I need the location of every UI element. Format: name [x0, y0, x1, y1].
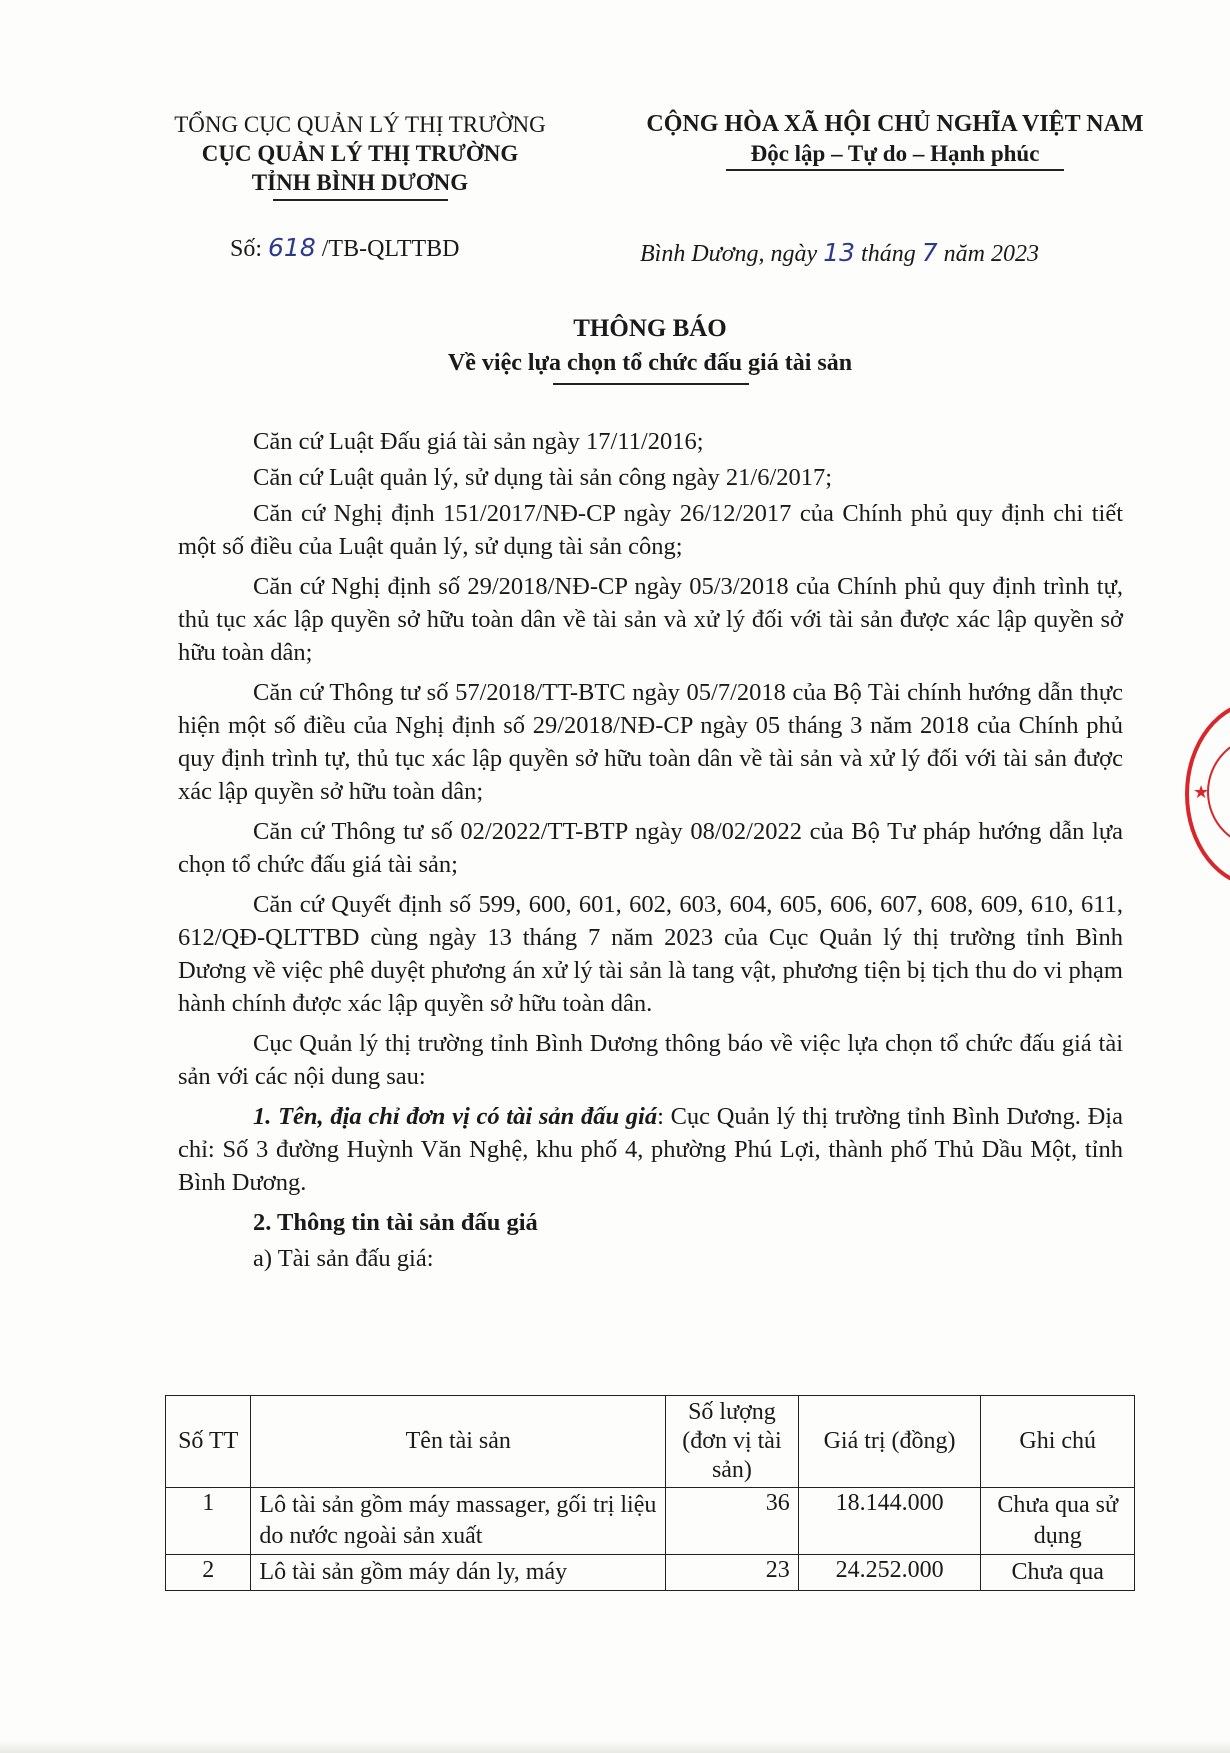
row-note: Chưa qua	[981, 1555, 1135, 1591]
doc-number-handwritten: 618	[268, 233, 316, 262]
header-tt: Số TT	[166, 1396, 251, 1488]
legal-basis-7: Căn cứ Quyết định số 599, 600, 601, 602, 603, 604, 605, 606, 607, 608, 609, 610, 611, 612/QĐ-QLTTBD cùng ngày 13 tháng 7 năm 2023 của Cục Quản lý thị trường tỉnh Bình Dương về việc phê duyệt phương án xử lý tài sản là tang vật, phương tiện bị tịch thu do vi phạm hành chính được xác lập quyền sở hữu toàn dân.	[178, 891, 1123, 1017]
document-number	[230, 233, 460, 263]
row-note: Chưa qua sử dụng	[981, 1488, 1135, 1555]
section-1-text: : Cục Quản lý thị trường tỉnh Bình Dương. Địa chỉ: Số 3 đường Huỳnh Văn Nghệ, khu phố 4, phường Phú Lợi, thành phố Thủ Dầu Một, tỉnh Bình Dương.	[178, 1103, 1123, 1196]
table-header-row	[166, 1396, 1135, 1488]
scan-edge	[0, 1740, 1230, 1753]
national-header	[615, 110, 1175, 171]
doc-number-suffix: /TB-QLTTBD	[315, 236, 460, 262]
announcement-intro: Cục Quản lý thị trường tỉnh Bình Dương thông báo về việc lựa chọn tổ chức đấu giá tài sản với các nội dung sau:	[178, 1030, 1123, 1090]
row-tt: 1	[166, 1488, 251, 1555]
section-2a-label: a) Tài sản đấu giá:	[253, 1245, 434, 1272]
table-row	[166, 1555, 1135, 1591]
row-value: 24.252.000	[798, 1555, 981, 1591]
header-note: Ghi chú	[981, 1396, 1135, 1488]
legal-basis-4: Căn cứ Nghị định số 29/2018/NĐ-CP ngày 05/3/2018 của Chính phủ quy định trình tự, thủ tục xác lập quyền sở hữu toàn dân về tài sản và xử lý đối với tài sản được xác lập quyền sở hữu toàn dân;	[178, 573, 1123, 666]
date-month-label: tháng	[855, 241, 922, 267]
agency-parent: TỔNG CỤC QUẢN LÝ THỊ TRƯỜNG	[174, 112, 546, 137]
section-1-heading: 1. Tên, địa chỉ đơn vị có tài sản đấu giá	[253, 1103, 658, 1130]
row-value: 18.144.000	[798, 1488, 981, 1555]
legal-basis-3: Căn cứ Nghị định 151/2017/NĐ-CP ngày 26/12/2017 của Chính phủ quy định chi tiết một số điều của Luật quản lý, sử dụng tài sản công;	[178, 500, 1123, 560]
document-body	[178, 425, 1123, 1278]
issuer-header	[140, 110, 580, 201]
legal-basis-6: Căn cứ Thông tư số 02/2022/TT-BTP ngày 08/02/2022 của Bộ Tư pháp hướng dẫn lựa chọn tổ chức đấu giá tài sản;	[178, 818, 1123, 878]
legal-basis-5: Căn cứ Thông tư số 57/2018/TT-BTC ngày 05/7/2018 của Bộ Tài chính hướng dẫn thực hiện một số điều của Nghị định số 29/2018/NĐ-CP ngày 05 tháng 3 năm 2018 của Chính phủ quy định trình tự, thủ tục xác lập quyền sở hữu toàn dân về tài sản và xử lý đối với tài sản được xác lập quyền sở hữu toàn dân;	[178, 679, 1123, 805]
national-motto: Độc lập – Tự do – Hạnh phúc	[750, 141, 1040, 166]
section-2-heading	[178, 1206, 1123, 1239]
asset-table	[165, 1395, 1135, 1591]
issuer-underline	[273, 199, 448, 201]
agency-name: CỤC QUẢN LÝ THỊ TRƯỜNG	[201, 141, 519, 166]
row-name: Lô tài sản gồm máy massager, gối trị liệu do nước ngoài sản xuất	[251, 1488, 666, 1555]
header-qty: Số lượng (đơn vị tài sản)	[666, 1396, 799, 1488]
doc-number-prefix: Số:	[230, 236, 269, 262]
legal-basis-2: Căn cứ Luật quản lý, sử dụng tài sản công ngày 21/6/2017;	[253, 464, 833, 491]
section-1	[178, 1100, 1123, 1199]
motto-underline	[726, 169, 1064, 171]
date-day-handwritten: 13	[823, 238, 856, 267]
star-icon: ★	[1193, 782, 1210, 803]
row-qty: 36	[666, 1488, 799, 1555]
agency-province: TỈNH BÌNH DƯƠNG	[251, 170, 469, 195]
header-name: Tên tài sản	[251, 1396, 666, 1488]
document-title: THÔNG BÁO	[573, 315, 727, 342]
date-year: năm 2023	[937, 241, 1039, 267]
subtitle-underline	[553, 383, 749, 385]
section-2-heading-text: 2. Thông tin tài sản đấu giá	[253, 1209, 538, 1236]
row-tt: 2	[166, 1555, 251, 1591]
header-value: Giá trị (đồng)	[798, 1396, 981, 1488]
row-name: Lô tài sản gồm máy dán ly, máy	[251, 1555, 666, 1591]
date-prefix: Bình Dương, ngày	[640, 241, 824, 267]
table-row	[166, 1488, 1135, 1555]
row-qty: 23	[666, 1555, 799, 1591]
country-name: CỘNG HÒA XÃ HỘI CHỦ NGHĨA VIỆT NAM	[646, 111, 1144, 137]
document-subtitle: Về việc lựa chọn tổ chức đấu giá tài sản	[447, 350, 853, 376]
date-month-handwritten: 7	[921, 238, 938, 267]
legal-basis-1: Căn cứ Luật Đấu giá tài sản ngày 17/11/2016;	[253, 428, 704, 455]
document-date	[640, 238, 1039, 268]
